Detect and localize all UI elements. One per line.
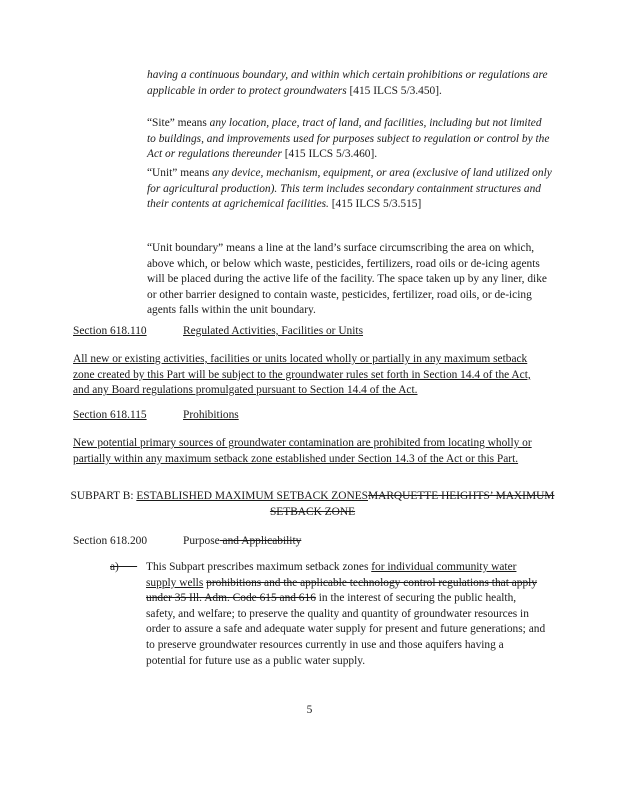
section-number: Section 618.110 xyxy=(73,325,147,337)
subsection-label: a) xyxy=(110,561,119,573)
section-title-struck: and Applicability xyxy=(219,535,302,547)
subsection-a-text xyxy=(146,560,546,669)
section-title: Regulated Activities, Facilities or Units xyxy=(183,325,364,337)
site-boundary-definition-continuation xyxy=(147,68,552,99)
section-body: All new or existing activities, facilities or units located wholly or partially in any maximum setback zone created by this Part will be subject to the groundwater rules set forth in Section 14.4 of the Act, and any Board regulations promulgated pursuant to Section 14.4 of the Act. xyxy=(73,353,531,397)
section-title: Prohibitions xyxy=(183,409,239,421)
text-part-1: This Subpart prescribes maximum setback zones xyxy=(146,561,372,573)
text-inserted: for individual community water supply wells xyxy=(146,561,517,589)
section-title: Purpose xyxy=(183,535,220,547)
definition-text: any location, place, tract of land, and facilities, including but not limited to buildings, and improvements used for purposes subject to regulation or control by the Act or regulations thereunder xyxy=(147,117,550,161)
citation: [415 ILCS 5/3.460]. xyxy=(281,148,378,161)
citation: [415 ILCS 5/3.450]. xyxy=(346,84,442,97)
section-number: Section 618.200 xyxy=(73,535,148,547)
subsection-a-label xyxy=(110,560,146,576)
subpart-struck-title: MARQUETTE HEIGHTS’ MAXIMUM SETBACK ZONE xyxy=(269,490,555,518)
section-618-200-heading xyxy=(73,534,549,550)
section-618-110-heading xyxy=(73,324,549,340)
page-number: 5 xyxy=(306,704,313,716)
section-618-110-text xyxy=(73,352,549,399)
text-struck: prohibitions and the applicable technology control regulations that apply under 35 Ill. Adm. Code 615 and 616 xyxy=(146,576,538,605)
unit-boundary-definition xyxy=(147,241,552,319)
section-618-115-heading xyxy=(73,408,549,424)
section-number: Section 618.115 xyxy=(73,409,147,421)
subpart-new-title: ESTABLISHED MAXIMUM SETBACK ZONES xyxy=(136,490,368,502)
definition-text: any device, mechanism, equipment, or area (exclusive of land utilized only for agricultural production). This term includes secondary containment structures and their contents at agrichemical facilities. xyxy=(147,167,552,211)
section-618-115-text xyxy=(73,436,549,467)
term: “Unit” means xyxy=(147,167,213,179)
unit-definition xyxy=(147,166,552,213)
site-definition xyxy=(147,116,552,163)
term: “Site” means xyxy=(147,117,210,129)
subpart-b-heading xyxy=(60,489,565,520)
citation: [415 ILCS 5/3.515] xyxy=(328,198,422,211)
definition-text: “Unit boundary” means a line at the land’s surface circumscribing the area on which, above which, or below which waste, pesticides, fertilizers, road oils or de-icing agents will be placed during the active life of the facility. The space taken up by any liner, dike or other barrier designed to contain waste, pesticides, fertilizer, road oils, or de-icing agents falls within the unit boundary. xyxy=(147,242,547,317)
section-body: New potential primary sources of groundwater contamination are prohibited from locating wholly or partially within any maximum setback zone established under Section 14.3 of the Act or this Part. xyxy=(73,437,532,465)
definition-text: having a continuous boundary, and within which certain prohibitions or regulations are applicable in order to protect groundwaters xyxy=(147,69,548,97)
text-part-2: in the interest of securing the public health, safety, and welfare; to preserve the quality and quantity of groundwater resources in order to assure a safe and adequate water supply for present and future generations; and to preserve groundwater resources currently in use and those aquifers having a potential for future use as a public water supply. xyxy=(146,592,546,667)
subpart-label: SUBPART B: xyxy=(70,490,137,502)
